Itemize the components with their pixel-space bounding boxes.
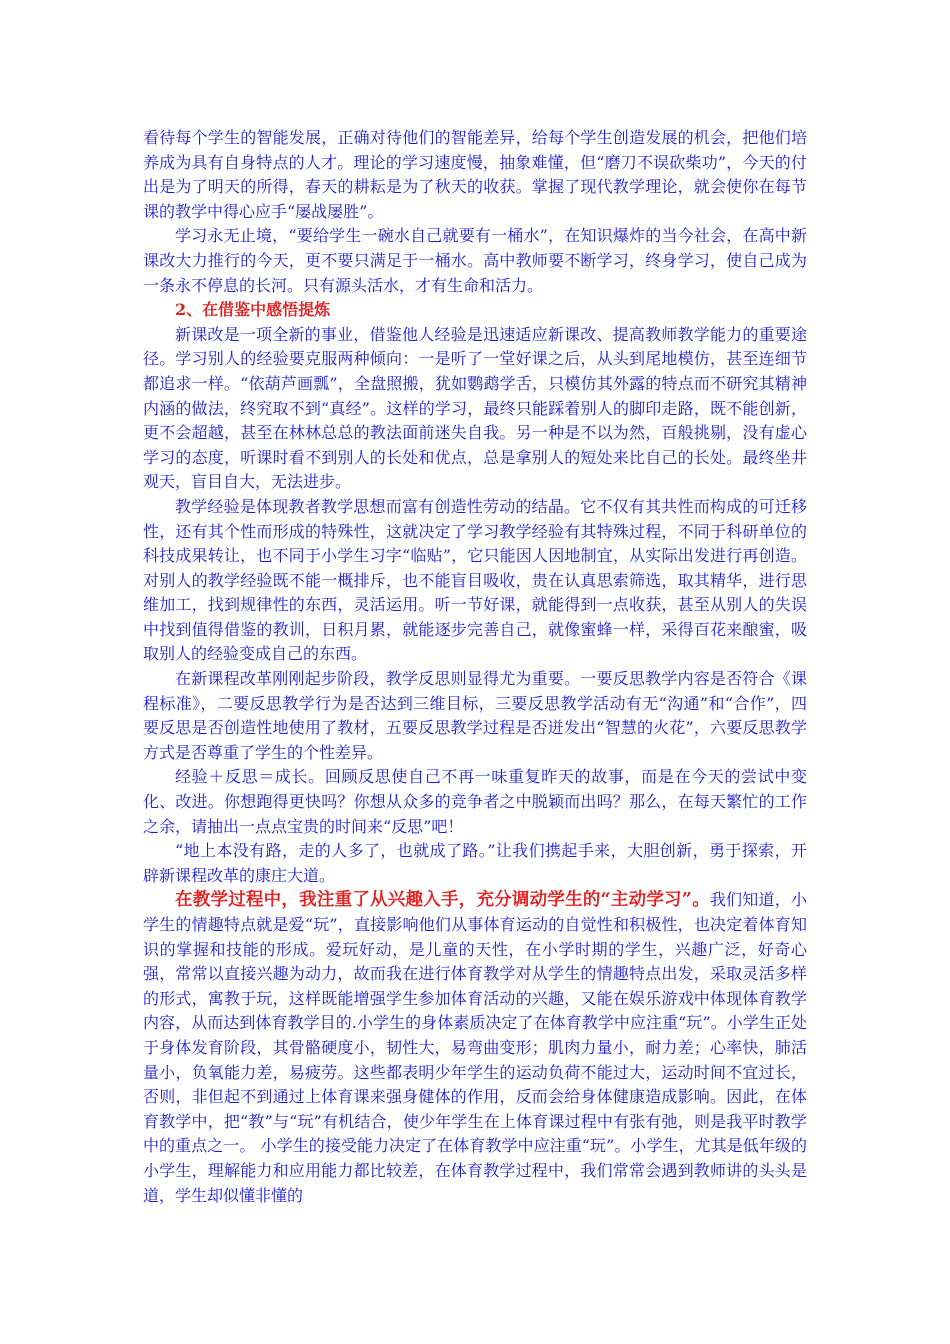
section-heading-2: 2、在借鉴中感悟提炼	[175, 300, 331, 320]
document-page	[143, 126, 807, 1208]
paragraph-reflection: 在新课程改革刚刚起步阶段，教学反思则显得尤为重要。一要反思教学内容是否符合《课程标准》，二要反思教学行为是否达到三维目标，三要反思教学活动有无“沟通”和“合作”，四要反思是否创造性地使用了教材，五要反思教学过程是否迸发出“智慧的火花”，六要反思教学方式是否尊重了学生的个性差异。	[143, 669, 807, 762]
paragraph-road-quote: “地上本没有路，走的人多了，也就成了路。”让我们携起手来，大胆创新，勇于探索，开辟新课程改革的康庄大道。	[143, 841, 807, 885]
paragraph-lead-emphasis: 在教学过程中，我注重了从兴趣入手，充分调动学生的“主动学习”。	[175, 890, 710, 911]
paragraph-interest-teaching	[143, 888, 807, 1208]
paragraph-experience-plus-reflection: 经验＋反思＝成长。回顾反思使自己不再一味重复昨天的故事，而是在今天的尝试中变化、改进。你想跑得更快吗？你想从众多的竞争者之中脱颖而出吗？那么，在每天繁忙的工作之余，请抽出一点点宝贵的时间来“反思”吧！	[143, 767, 807, 836]
paragraph-body-text: 我们知道，小学生的情趣特点就是爱“玩”，直接影响他们从事体育运动的自觉性和积极性，也决定着体育知识的掌握和技能的形成。爱玩好动，是儿童的天性，在小学时期的学生，兴趣广泛，好奇心强，常常以直接兴趣为动力，故而我在进行体育教学对从学生的情趣特点出发，采取灵活多样的形式，寓教于玩，这样既能增强学生参加体育活动的兴趣，又能在娱乐游戏中体现体育教学内容，从而达到体育教学目的.小学生的身体素质决定了在体育教学中应注重“玩”。小学生正处于身体发育阶段，其骨骼硬度小，韧性大，易弯曲变形；肌肉力量小，耐力差；心率快，肺活量小，负氧能力差，易疲劳。这些都表明少年学生的运动负荷不能过大，运动时间不宜过长，否则，非但起不到通过上体育课来强身健体的作用，反而会给身体健康造成影响。因此，在体育教学中，把“教”与“玩”有机结合，使少年学生在上体育课过程中有张有弛，则是我平时教学中的重点之一。 小学生的接受能力决定了在体育教学中应注重“玩”。小学生，尤其是低年级的小学生，理解能力和应用能力都比较差，在体育教学过程中，我们常常会遇到教师讲的头头是道，学生却似懂非懂的	[143, 890, 807, 1205]
paragraph-borrow-experience: 新课改是一项全新的事业，借鉴他人经验是迅速适应新课改、提高教师教学能力的重要途径。学习别人的经验要克服两种倾向：一是听了一堂好课之后，从头到尾地模仿，甚至连细节都追求一样。“依葫芦画瓢”，全盘照搬，犹如鹦鹉学舌，只模仿其外露的特点而不研究其精神内涵的做法，终究取不到“真经”。这样的学习，最终只能踩着别人的脚印走路，既不能创新，更不会超越，甚至在林林总总的教法面前迷失自我。另一种是不以为然，百般挑剔，没有虚心学习的态度，听课时看不到别人的长处和优点，总是拿别人的短处来比自己的长处。最终坐井观天，盲目自大，无法进步。	[143, 324, 807, 492]
paragraph-intro-continued: 看待每个学生的智能发展，正确对待他们的智能差异，给每个学生创造发展的机会，把他们培养成为具有自身特点的人才。理论的学习速度慢，抽象难懂，但“磨刀不误砍柴功”，今天的付出是为了明天的所得，春天的耕耘是为了秋天的收获。掌握了现代教学理论，就会使你在每节课的教学中得心应手“屡战屡胜”。	[143, 128, 807, 221]
paragraph-lifelong-learning: 学习永无止境，“要给学生一碗水自己就要有一桶水”，在知识爆炸的当今社会，在高中新课改大力推行的今天，更不要只满足于一桶水。高中教师要不断学习，终身学习，使自己成为一条永不停息的长河。只有源头活水，才有生命和活力。	[143, 226, 807, 295]
paragraph-teaching-experience: 教学经验是体现教者教学思想而富有创造性劳动的结晶。它不仅有其共性而构成的可迁移性，还有其个性而形成的特殊性，这就决定了学习教学经验有其特殊过程，不同于科研单位的科技成果转让，也不同于小学生习字“临贴”，它只能因人因地制宜，从实际出发进行再创造。对别人的教学经验既不能一概排斥，也不能盲目吸收，贵在认真思索筛选，取其精华，进行思维加工，找到规律性的东西，灵活运用。听一节好课，就能得到一点收获，甚至从别人的失误中找到值得借鉴的教训，日积月累，就能逐步完善自己，就像蜜蜂一样，采得百花来酿蜜，吸取别人的经验变成自己的东西。	[143, 496, 807, 664]
